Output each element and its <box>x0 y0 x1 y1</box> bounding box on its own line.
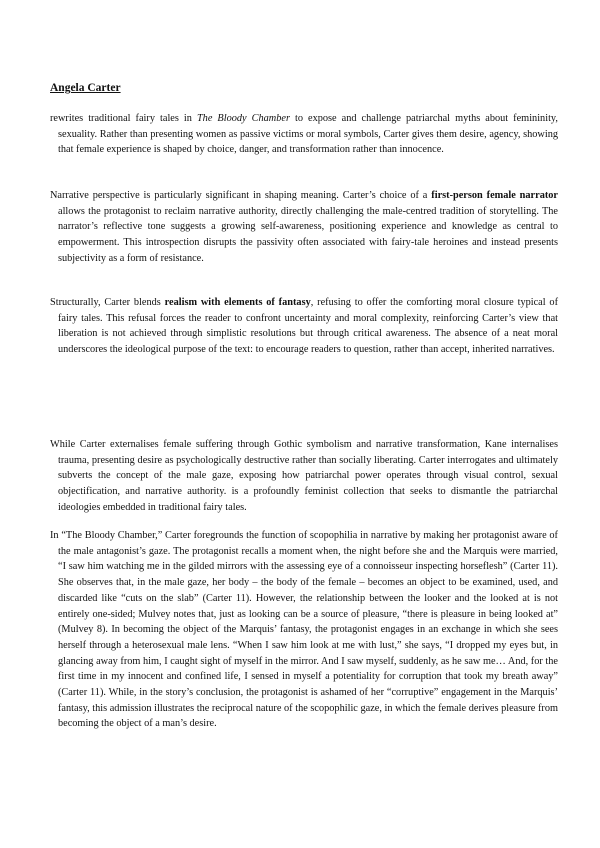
p3-text-b: , refusing to offer the comforting moral closure typical of fairy tales. This refusal forces the reader to confront uncertainty and moral complexity, reinforcing Carter’s view that liberation is not achieved through simplistic resolutions but through critical awareness. The absence of a neat moral underscores the ideological purpose of the text: to encourage readers to question, rather than accept, inherited narratives. <box>58 297 559 356</box>
paragraph-structure <box>50 295 558 358</box>
p2-text-a: Narrative perspective is particularly significant in shaping meaning. Carter’s choice of a <box>50 190 432 201</box>
paragraph-narrative-perspective <box>50 188 558 267</box>
book-title: The Bloody Chamber <box>196 113 290 124</box>
p2-text-b: allows the protagonist to reclaim narrative authority, directly challenging the male-centred tradition of storytelling. The narrator’s reflective tone suggests a growing self-awareness, positioning experience and knowledge as central to empowerment. This introspection disrupts the passivity often associated with fairy-tale heroines and instead presents subjectivity as a form of resistance. <box>58 205 558 264</box>
paragraph-comparison: While Carter externalises female suffering through Gothic symbolism and narrative transformation, Kane internalises trauma, presenting desire as psychologically destructive rather than socially liberating. Carter interrogates and ultimately subverts the concept of the male gaze, exposing how patriarchal power operates through visual control, sexual objectification, and narrative authority. is a profoundly feminist collection that seeks to dismantle the patriarchal ideologies embedded in traditional fairy tales. <box>50 439 558 513</box>
author-heading: Angela Carter <box>50 82 121 94</box>
p2-bold-phrase: first-person female narrator <box>431 190 558 201</box>
p3-text-a: Structurally, Carter blends <box>50 297 165 308</box>
p1-text-a: rewrites traditional fairy tales in <box>50 113 197 124</box>
paragraph-intro <box>50 111 558 158</box>
paragraph-scopophilia: In “The Bloody Chamber,” Carter foregrounds the function of scopophilia in narrative by making her protagonist aware of the male antagonist’s gaze. The protagonist recalls a moment when, the night before she and the Marquis were married, “I saw him watching me in the gilded mirrors with the assessing eye of a connoisseur inspecting horseflesh” (Carter 11). She observes that, in the male gaze, her body – the body of the female – becomes an object to be examined, used, and discarded like “cuts on the slab” (Carter 11). However, the relationship between the looker and the looked at is not entirely one-sided; Mulvey notes that, just as looking can be a source of pleasure, “there is pleasure in being looked at” (Mulvey 8). In becoming the object of the Marquis’ fantasy, the protagonist engages in an exchange in which she sees herself through a heterosexual male lens. “When I saw him look at me with lust,” she says, “I dropped my eyes but, in glancing away from him, I caught sight of myself in the mirror. And I saw myself, suddenly, as he saw me… And, for the first time in my innocent and confined life, I sensed in myself a potentiality for corruption that took my breath away” (Carter 11). While, in the story’s conclusion, the protagonist is ashamed of her “corruptive” engagement in the Marquis’ fantasy, this admission illustrates the reciprocal nature of the scopophilic gaze, in which the female derives pleasure from becoming the object of a man’s desire. <box>50 530 558 730</box>
p1-text-b: to expose and challenge patriarchal myths about femininity, sexuality. Rather than presenting women as passive victims or moral symbols, Carter gives them desire, agency, showing that female experience is shaped by choice, danger, and transformation rather than innocence. <box>58 113 558 156</box>
p3-bold-phrase: realism with elements of fantasy <box>164 297 311 308</box>
